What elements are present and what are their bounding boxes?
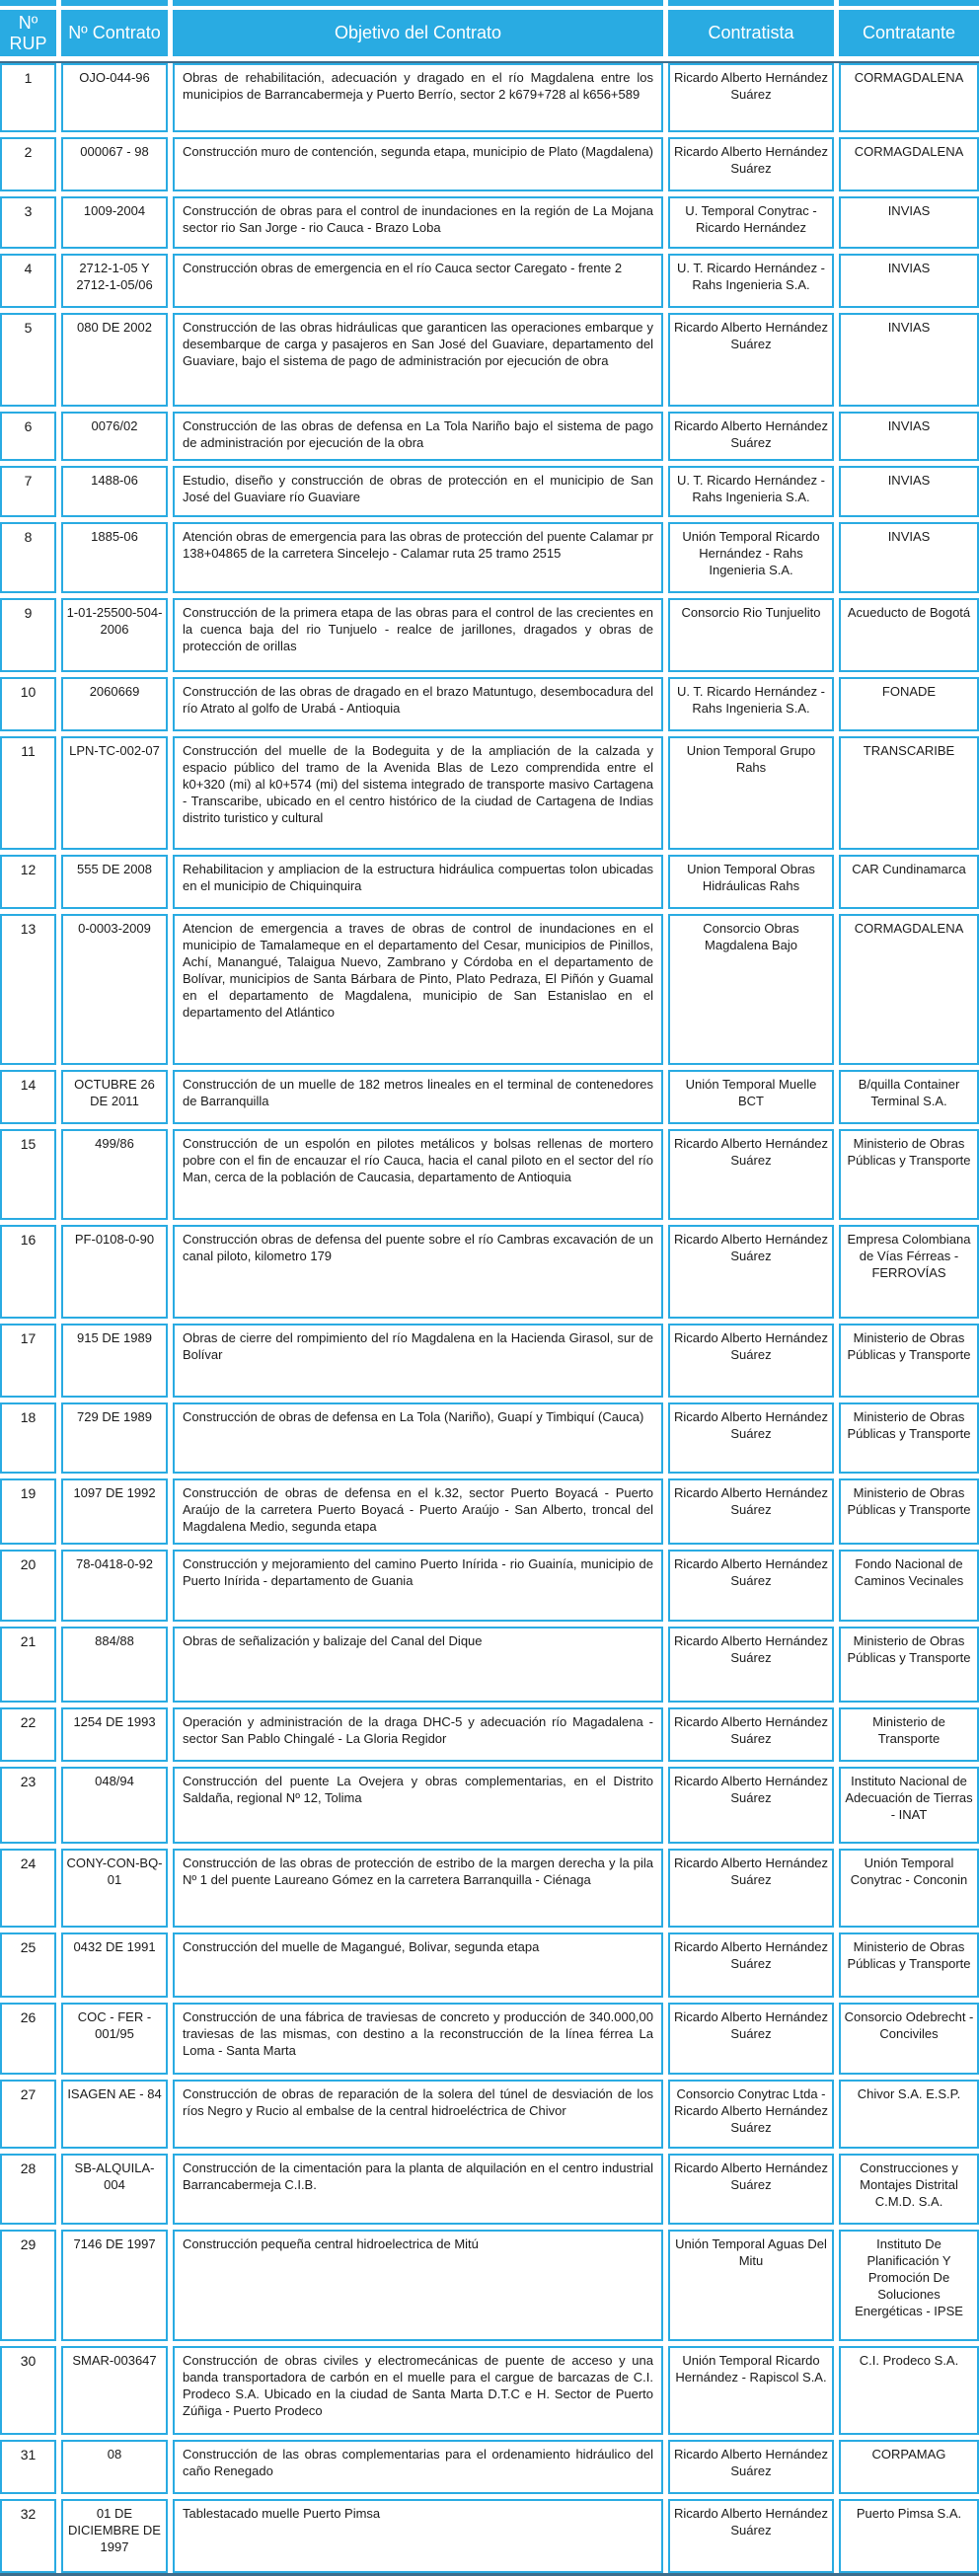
table-row [0, 522, 979, 593]
cell-contratante: Fondo Nacional de Caminos Vecinales [839, 1550, 979, 1622]
cell-contratante: INVIAS [839, 254, 979, 308]
table-row [0, 1707, 979, 1762]
cell-objetivo: Construcción de las obras de defensa en La Tola Nariño bajo el sistema de pago de administración por ejecución de la obra [173, 412, 663, 461]
cell-rup: 4 [0, 254, 56, 308]
table-row [0, 2499, 979, 2573]
cell-contratista: Ricardo Alberto Hernández Suárez [668, 1849, 834, 1928]
table-row [0, 1627, 979, 1703]
cell-contrato: OCTUBRE 26 DE 2011 [61, 1070, 168, 1124]
cell-rup: 17 [0, 1324, 56, 1398]
table-row [0, 1550, 979, 1622]
table-row [0, 2080, 979, 2149]
column-header-rup: Nº RUP [0, 10, 56, 56]
cell-contrato: COC - FER - 001/95 [61, 2003, 168, 2075]
cell-contrato: 000067 - 98 [61, 137, 168, 191]
cell-contrato: 080 DE 2002 [61, 313, 168, 407]
cell-contratista: Ricardo Alberto Hernández Suárez [668, 1324, 834, 1398]
cell-rup: 30 [0, 2346, 56, 2435]
cell-contratista: Consorcio Obras Magdalena Bajo [668, 914, 834, 1065]
cell-contratista: Unión Temporal Muelle BCT [668, 1070, 834, 1124]
cell-contrato: 048/94 [61, 1767, 168, 1844]
table-row [0, 412, 979, 461]
cell-objetivo: Rehabilitacion y ampliacion de la estructura hidráulica compuertas tolon ubicadas en el municipio de Chiquinquira [173, 855, 663, 909]
cell-rup: 1 [0, 63, 56, 132]
cell-rup: 5 [0, 313, 56, 407]
cell-objetivo: Obras de rehabilitación, adecuación y dragado en el río Magdalena entre los municipios de Barrancabermeja y Puerto Berrío, sector 2 k679+728 al k656+589 [173, 63, 663, 132]
cell-contratista: U. T. Ricardo Hernández - Rahs Ingenieria S.A. [668, 466, 834, 517]
cell-contratante: C.I. Prodeco S.A. [839, 2346, 979, 2435]
cell-contratista: Ricardo Alberto Hernández Suárez [668, 1402, 834, 1474]
cell-objetivo: Construcción de las obras complementarias para el ordenamiento hidráulico del caño Renegado [173, 2440, 663, 2494]
cell-contrato: 1885-06 [61, 522, 168, 593]
cell-contratista: U. T. Ricardo Hernández - Rahs Ingenieria S.A. [668, 677, 834, 731]
cell-objetivo: Construcción muro de contención, segunda etapa, municipio de Plato (Magdalena) [173, 137, 663, 191]
cell-contratante: INVIAS [839, 466, 979, 517]
cell-contratista: Ricardo Alberto Hernández Suárez [668, 2440, 834, 2494]
cell-contratista: U. T. Ricardo Hernández - Rahs Ingenieria S.A. [668, 254, 834, 308]
cell-rup: 7 [0, 466, 56, 517]
table-row [0, 466, 979, 517]
cell-rup: 3 [0, 196, 56, 249]
table-row [0, 137, 979, 191]
cell-contratante: Instituto Nacional de Adecuación de Tierras - INAT [839, 1767, 979, 1844]
cell-contratante: Chivor S.A. E.S.P. [839, 2080, 979, 2149]
cell-contrato: 915 DE 1989 [61, 1324, 168, 1398]
cell-contratista: Ricardo Alberto Hernández Suárez [668, 2003, 834, 2075]
table-row [0, 914, 979, 1065]
cell-contratista: Ricardo Alberto Hernández Suárez [668, 1478, 834, 1545]
cell-objetivo: Construcción del muelle de la Bodeguita y de la ampliación de la calzada y espacio público del tramo de la Avenida Blas de Lezo comprendida entre el k0+320 (mi) al k0+574 (mi) del sistema integrado de transporte masivo Cartagena - Transcaribe, ubicado en el centro histórico de la ciudad de Cartagena de Indias distrito turistico y cultural [173, 736, 663, 850]
table-row [0, 1225, 979, 1319]
cell-objetivo: Construcción de obras de defensa en el k.32, sector Puerto Boyacá - Puerto Araújo de la carretera Puerto Boyacá - Puerto Araújo - San Alberto, troncal del Magdalena Medio, segunda etapa [173, 1478, 663, 1545]
cell-rup: 22 [0, 1707, 56, 1762]
column-header-contratista: Contratista [668, 10, 834, 56]
cell-contratista: U. Temporal Conytrac - Ricardo Hernández [668, 196, 834, 249]
cell-contratante: Acueducto de Bogotá [839, 598, 979, 672]
cell-contratista: Union Temporal Grupo Rahs [668, 736, 834, 850]
table-row [0, 1932, 979, 1998]
header-top-sliver [0, 0, 979, 6]
cell-contrato: 0-0003-2009 [61, 914, 168, 1065]
column-header-objetivo: Objetivo del Contrato [173, 10, 663, 56]
cell-rup: 32 [0, 2499, 56, 2573]
cell-contratante: Instituto De Planificación Y Promoción De Soluciones Energéticas - IPSE [839, 2230, 979, 2341]
cell-contratante: Ministerio de Obras Públicas y Transporte [839, 1129, 979, 1220]
table-row [0, 1129, 979, 1220]
cell-rup: 25 [0, 1932, 56, 1998]
sliver-objetivo [173, 0, 663, 6]
cell-contrato: 01 DE DICIEMBRE DE 1997 [61, 2499, 168, 2573]
cell-objetivo: Construcción obras de defensa del puente sobre el río Cambras excavación de un canal piloto, kilometro 179 [173, 1225, 663, 1319]
cell-contrato: 0076/02 [61, 412, 168, 461]
cell-contratista: Ricardo Alberto Hernández Suárez [668, 1225, 834, 1319]
cell-contrato: 0432 DE 1991 [61, 1932, 168, 1998]
cell-contratista: Consorcio Rio Tunjuelito [668, 598, 834, 672]
cell-rup: 11 [0, 736, 56, 850]
cell-contratante: CORMAGDALENA [839, 137, 979, 191]
cell-objetivo: Construcción y mejoramiento del camino Puerto Inírida - rio Guainía, municipio de Puerto Inírida - departamento de Guania [173, 1550, 663, 1622]
cell-objetivo: Atencion de emergencia a traves de obras de control de inundaciones en el municipio de Tamalameque en el departamento del Cesar, municipios de Pinillos, Achí, Manangué, Talaigua Nuevo, Zambrano y Córdoba en el departamento de Bolívar, municipios de Santa Bárbara de Pinto, Plato Pedraza, El Piñón y Guamal en el departamento de Magdalena, municipio de San Estanislao en el departamento del Atlántico [173, 914, 663, 1065]
cell-objetivo: Construcción del muelle de Magangué, Bolivar, segunda etapa [173, 1932, 663, 1998]
cell-objetivo: Construcción pequeña central hidroelectrica de Mitú [173, 2230, 663, 2341]
table-row [0, 1767, 979, 1844]
cell-contrato: 1-01-25500-504-2006 [61, 598, 168, 672]
cell-objetivo: Construcción de un muelle de 182 metros lineales en el terminal de contenedores de Barranquilla [173, 1070, 663, 1124]
table-row [0, 1402, 979, 1474]
cell-objetivo: Obras de señalización y balizaje del Canal del Dique [173, 1627, 663, 1703]
cell-contrato: 2712-1-05 Y 2712-1-05/06 [61, 254, 168, 308]
table-row [0, 677, 979, 731]
cell-contratante: Puerto Pimsa S.A. [839, 2499, 979, 2573]
table-row [0, 2154, 979, 2225]
cell-rup: 19 [0, 1478, 56, 1545]
cell-contratante: FONADE [839, 677, 979, 731]
table-row [0, 2230, 979, 2341]
cell-contrato: SMAR-003647 [61, 2346, 168, 2435]
cell-objetivo: Construcción de la cimentación para la planta de alquilación en el centro industrial Barrancabermeja C.I.B. [173, 2154, 663, 2225]
cell-objetivo: Estudio, diseño y construcción de obras de protección en el municipio de San José del Guaviare río Guaviare [173, 466, 663, 517]
cell-rup: 8 [0, 522, 56, 593]
cell-contratante: TRANSCARIBE [839, 736, 979, 850]
cell-contratante: Ministerio de Obras Públicas y Transporte [839, 1324, 979, 1398]
cell-rup: 18 [0, 1402, 56, 1474]
cell-rup: 21 [0, 1627, 56, 1703]
cell-contratista: Ricardo Alberto Hernández Suárez [668, 313, 834, 407]
cell-contratista: Unión Temporal Aguas Del Mitu [668, 2230, 834, 2341]
cell-contratante: INVIAS [839, 196, 979, 249]
cell-contratista: Ricardo Alberto Hernández Suárez [668, 1767, 834, 1844]
cell-objetivo: Construcción de una fábrica de traviesas de concreto y producción de 340.000,00 traviesas de las mismas, con destino a la reconstrucción de la línea férrea La Loma - Santa Marta [173, 2003, 663, 2075]
cell-objetivo: Construcción de las obras hidráulicas que garanticen las operaciones embarque y desembarque de carga y pasajeros en San José del Guaviare, departamento del Guaviare, bajo el sistema de pago de administración por ejecución de obra [173, 313, 663, 407]
cell-objetivo: Construcción obras de emergencia en el río Cauca sector Caregato - frente 2 [173, 254, 663, 308]
column-header-contrato: Nº Contrato [61, 10, 168, 56]
cell-rup: 2 [0, 137, 56, 191]
table-row [0, 598, 979, 672]
table-row [0, 1324, 979, 1398]
cell-rup: 12 [0, 855, 56, 909]
cell-rup: 31 [0, 2440, 56, 2494]
table-row [0, 855, 979, 909]
cell-objetivo: Atención obras de emergencia para las obras de protección del puente Calamar pr 138+04865 de la carretera Sincelejo - Calamar ruta 25 tramo 2515 [173, 522, 663, 593]
cell-rup: 9 [0, 598, 56, 672]
cell-contratante: Construcciones y Montajes Distrital C.M.D. S.A. [839, 2154, 979, 2225]
table-body [0, 63, 979, 2573]
cell-contrato: 1009-2004 [61, 196, 168, 249]
cell-contratista: Unión Temporal Ricardo Hernández - Rahs Ingenieria S.A. [668, 522, 834, 593]
sliver-contratante [839, 0, 979, 6]
cell-contrato: SB-ALQUILA-004 [61, 2154, 168, 2225]
cell-contratante: Consorcio Odebrecht - Conciviles [839, 2003, 979, 2075]
sliver-contratista [668, 0, 834, 6]
cell-contratante: Unión Temporal Conytrac - Conconin [839, 1849, 979, 1928]
cell-contratista: Union Temporal Obras Hidráulicas Rahs [668, 855, 834, 909]
cell-contratante: CORMAGDALENA [839, 63, 979, 132]
cell-contrato: 729 DE 1989 [61, 1402, 168, 1474]
cell-contrato: 2060669 [61, 677, 168, 731]
table-row [0, 313, 979, 407]
table-row [0, 1070, 979, 1124]
cell-contratante: Ministerio de Obras Públicas y Transporte [839, 1932, 979, 1998]
table-header-row [0, 10, 979, 56]
table-row [0, 736, 979, 850]
cell-rup: 14 [0, 1070, 56, 1124]
cell-contratista: Ricardo Alberto Hernández Suárez [668, 1707, 834, 1762]
cell-contratante: Ministerio de Obras Públicas y Transporte [839, 1478, 979, 1545]
cell-rup: 10 [0, 677, 56, 731]
cell-objetivo: Construcción de la primera etapa de las obras para el control de las crecientes en la cuenca baja del rio Tunjuelo - realce de jarillones, dragados y obras de protección de orillas [173, 598, 663, 672]
cell-objetivo: Construcción de obras de reparación de la solera del túnel de desviación de los ríos Negro y Rucio al embalse de la central hidroeléctrica de Chivor [173, 2080, 663, 2149]
cell-objetivo: Construcción de obras de defensa en La Tola (Nariño), Guapí y Timbiquí (Cauca) [173, 1402, 663, 1474]
cell-contratante: INVIAS [839, 313, 979, 407]
cell-contrato: LPN-TC-002-07 [61, 736, 168, 850]
cell-contrato: 1254 DE 1993 [61, 1707, 168, 1762]
cell-rup: 23 [0, 1767, 56, 1844]
cell-rup: 6 [0, 412, 56, 461]
table-row [0, 2003, 979, 2075]
cell-contrato: 555 DE 2008 [61, 855, 168, 909]
cell-rup: 26 [0, 2003, 56, 2075]
cell-contratante: Ministerio de Obras Públicas y Transporte [839, 1627, 979, 1703]
cell-contratista: Consorcio Conytrac Ltda - Ricardo Alberto Hernández Suárez [668, 2080, 834, 2149]
cell-objetivo: Construcción de las obras de dragado en el brazo Matuntugo, desembocadura del río Atrato al golfo de Urabá - Antioquia [173, 677, 663, 731]
cell-contrato: 08 [61, 2440, 168, 2494]
cell-contrato: CONY-CON-BQ-01 [61, 1849, 168, 1928]
cell-contratista: Ricardo Alberto Hernández Suárez [668, 1932, 834, 1998]
table-row [0, 1849, 979, 1928]
cell-contratante: INVIAS [839, 522, 979, 593]
cell-contratista: Ricardo Alberto Hernández Suárez [668, 63, 834, 132]
cell-contrato: 7146 DE 1997 [61, 2230, 168, 2341]
cell-contratista: Ricardo Alberto Hernández Suárez [668, 137, 834, 191]
sliver-contrato [61, 0, 168, 6]
cell-contrato: 884/88 [61, 1627, 168, 1703]
cell-contrato: 1097 DE 1992 [61, 1478, 168, 1545]
cell-rup: 28 [0, 2154, 56, 2225]
cell-contratista: Ricardo Alberto Hernández Suárez [668, 1129, 834, 1220]
cell-contratista: Ricardo Alberto Hernández Suárez [668, 1627, 834, 1703]
cell-contratista: Ricardo Alberto Hernández Suárez [668, 1550, 834, 1622]
cell-objetivo: Construcción de las obras de protección de estribo de la margen derecha y la pila Nº 1 del puente Laureano Gómez en la carretera Barranquilla - Ciénaga [173, 1849, 663, 1928]
table-row [0, 196, 979, 249]
cell-rup: 24 [0, 1849, 56, 1928]
cell-contratante: CORMAGDALENA [839, 914, 979, 1065]
cell-contratista: Ricardo Alberto Hernández Suárez [668, 2154, 834, 2225]
cell-rup: 15 [0, 1129, 56, 1220]
table-row [0, 1478, 979, 1545]
cell-contratante: CORPAMAG [839, 2440, 979, 2494]
cell-contrato: PF-0108-0-90 [61, 1225, 168, 1319]
cell-contratista: Unión Temporal Ricardo Hernández - Rapiscol S.A. [668, 2346, 834, 2435]
cell-objetivo: Construcción de obras para el control de inundaciones en la región de La Mojana sector rio San Jorge - rio Cauca - Brazo Loba [173, 196, 663, 249]
cell-objetivo: Construcción de obras civiles y electromecánicas de puente de acceso y una banda transportadora de carbón en el muelle para el cargue de barcazas de C.I. Prodeco S.A. Ubicado en la ciudad de Santa Marta D.T.C e H. Sector de Puerto Zúñiga - Puerto Prodeco [173, 2346, 663, 2435]
table-row [0, 2440, 979, 2494]
cell-contrato: 499/86 [61, 1129, 168, 1220]
cell-contratante: INVIAS [839, 412, 979, 461]
cell-contrato: 78-0418-0-92 [61, 1550, 168, 1622]
cell-rup: 16 [0, 1225, 56, 1319]
table-row [0, 63, 979, 132]
cell-objetivo: Tablestacado muelle Puerto Pimsa [173, 2499, 663, 2573]
cell-objetivo: Operación y administración de la draga DHC-5 y adecuación río Magadalena - sector San Pablo Chingalé - La Gloria Regidor [173, 1707, 663, 1762]
cell-contrato: OJO-044-96 [61, 63, 168, 132]
cell-rup: 13 [0, 914, 56, 1065]
cell-contratista: Ricardo Alberto Hernández Suárez [668, 412, 834, 461]
column-header-contratante: Contratante [839, 10, 979, 56]
cell-rup: 29 [0, 2230, 56, 2341]
cell-objetivo: Obras de cierre del rompimiento del río Magdalena en la Hacienda Girasol, sur de Bolívar [173, 1324, 663, 1398]
cell-contratante: CAR Cundinamarca [839, 855, 979, 909]
cell-contrato: ISAGEN AE - 84 [61, 2080, 168, 2149]
cell-rup: 27 [0, 2080, 56, 2149]
cell-contrato: 1488-06 [61, 466, 168, 517]
sliver-rup [0, 0, 56, 6]
cell-objetivo: Construcción de un espolón en pilotes metálicos y bolsas rellenas de mortero pobre con el fin de encauzar el río Cauca, hacia el canal piloto en el sector del río Man, cerca de la población de Caucasia, departamento de Antioquia [173, 1129, 663, 1220]
cell-objetivo: Construcción del puente La Ovejera y obras complementarias, en el Distrito Saldaña, regional Nº 12, Tolima [173, 1767, 663, 1844]
cell-contratante: Empresa Colombiana de Vías Férreas - FERROVÍAS [839, 1225, 979, 1319]
table-row [0, 2346, 979, 2435]
table-row [0, 254, 979, 308]
cell-contratante: Ministerio de Obras Públicas y Transporte [839, 1402, 979, 1474]
cell-contratista: Ricardo Alberto Hernández Suárez [668, 2499, 834, 2573]
cell-contratante: Ministerio de Transporte [839, 1707, 979, 1762]
cell-contratante: B/quilla Container Terminal S.A. [839, 1070, 979, 1124]
cell-rup: 20 [0, 1550, 56, 1622]
